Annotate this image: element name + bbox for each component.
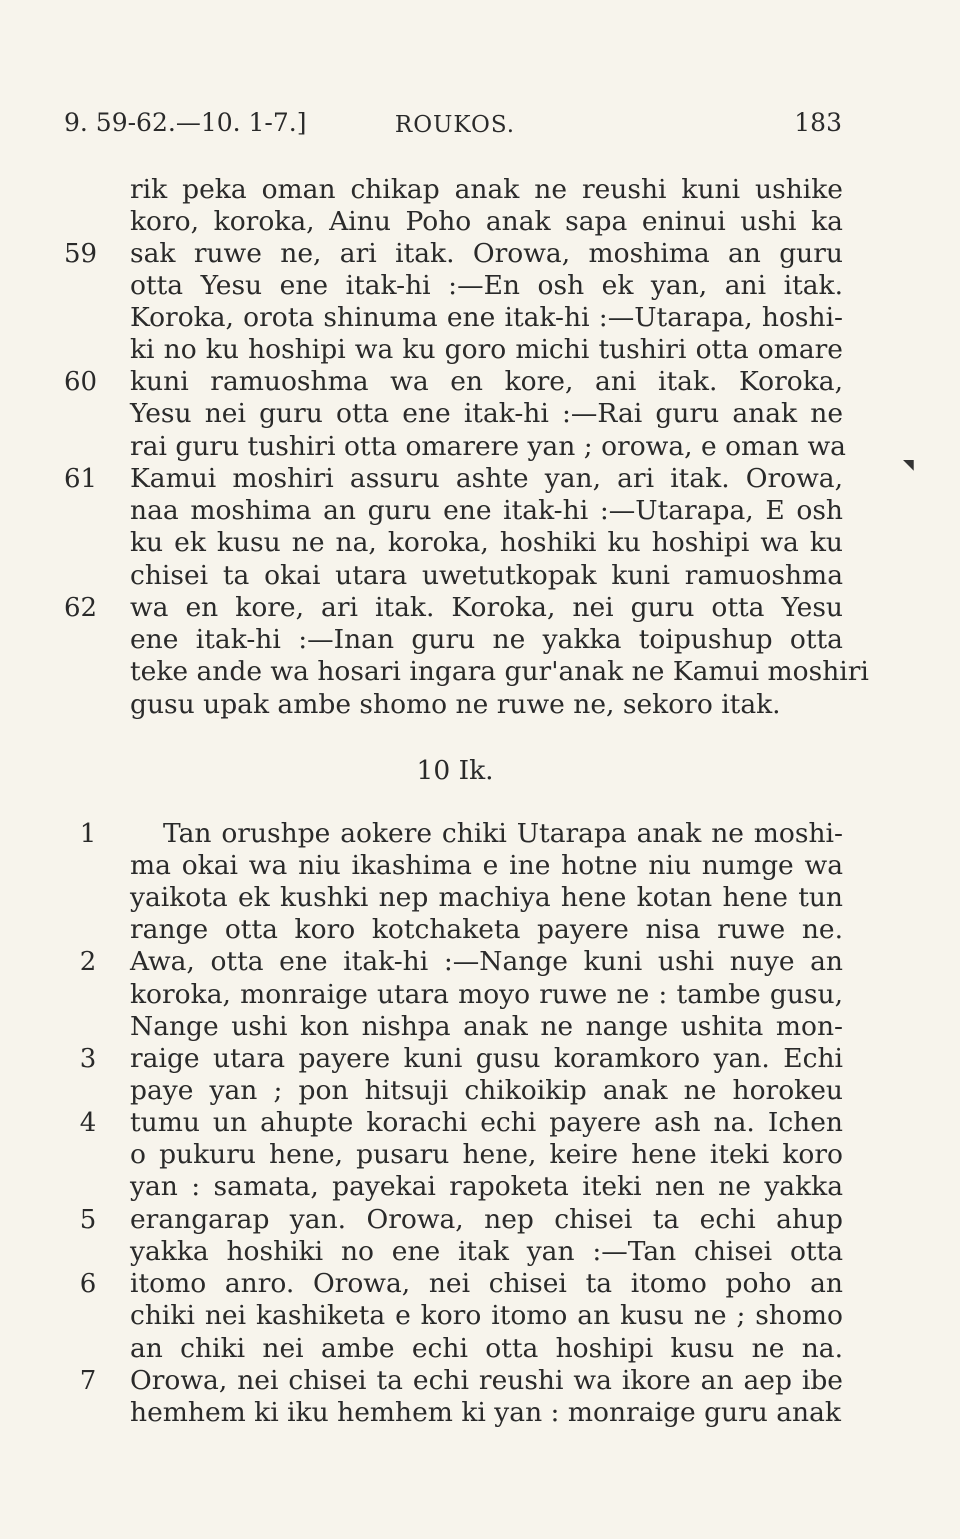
text-line: Nange ushi kon nishpa anak ne nange ushita mon- [130,1011,843,1042]
running-header [0,108,960,148]
text-line: erangarap yan. Orowa, nep chisei ta echi ahup [130,1204,843,1235]
verse-number: 4 [79,1108,97,1138]
text-line: Koroka, orota shinuma ene itak-hi :—Utarapa, hoshi- [130,302,843,333]
text-line: tumu un ahupte korachi echi payere ash na. Ichen [130,1107,843,1138]
text-line: rik peka oman chikap anak ne reushi kuni ushike [130,174,843,205]
text-line: itomo anro. Orowa, nei chisei ta itomo poho an [130,1268,843,1299]
text-line: wa en kore, ari itak. Koroka, nei guru otta Yesu [130,592,843,623]
text-line: yaikota ek kushki nep machiya hene kotan hene tun [130,882,843,913]
verse-number: 62 [64,593,98,623]
verse-number: 6 [79,1269,97,1299]
text-line: an chiki nei ambe echi otta hoshipi kusu ne na. [130,1333,843,1364]
text-line: yan : samata, payekai rapoketa iteki nen ne yakka [130,1171,843,1202]
text-line: yakka hoshiki no ene itak yan :—Tan chisei otta [130,1236,843,1267]
text-line: Yesu nei guru otta ene itak-hi :—Rai guru anak ne [130,398,843,429]
text-line: chisei ta okai utara uwetutkopak kuni ramuoshma [130,560,843,591]
verse-number: 5 [79,1205,97,1235]
verse-number: 7 [79,1366,97,1396]
text-line: chiki nei kashiketa e koro itomo an kusu ne ; shomo [130,1300,843,1331]
margin-mark-icon: ◥ [903,457,914,473]
verse-number: 61 [64,464,98,494]
header-verse-range: 9. 59-62.—10. 1-7.] [64,108,307,137]
verse-number: 60 [64,367,98,397]
text-line: otta Yesu ene itak-hi :—En osh ek yan, ani itak. [130,270,843,301]
text-line: range otta koro kotchaketa payere nisa ruwe ne. [130,914,843,945]
text-line: paye yan ; pon hitsuji chikoikip anak ne horokeu [130,1075,843,1106]
text-line: hemhem ki iku hemhem ki yan : monraige guru anak [130,1397,841,1428]
text-line: raige utara payere kuni gusu koramkoro yan. Echi [130,1043,843,1074]
text-line: Kamui moshiri assuru ashte yan, ari itak. Orowa, [130,463,843,494]
text-line: ki no ku hoshipi wa ku goro michi tushiri otta omare [130,334,843,365]
text-line: naa moshima an guru ene itak-hi :—Utarapa, E osh [130,495,843,526]
verse-number: 59 [64,239,98,269]
text-line: Awa, otta ene itak-hi :—Nange kuni ushi nuye an [130,946,843,977]
text-line: ene itak-hi :—Inan guru ne yakka toipushup otta [130,624,843,655]
chapter-heading: 10 Ik. [416,755,494,786]
text-line: Orowa, nei chisei ta echi reushi wa ikore an aep ibe [130,1365,843,1396]
verse-number: 3 [79,1044,97,1074]
text-line: Tan orushpe aokere chiki Utarapa anak ne moshi- [163,818,843,849]
header-book-title: ROUKOS. [394,112,516,138]
text-line: ku ek kusu ne na, koroka, hoshiki ku hoshipi wa ku [130,527,843,558]
verse-number: 2 [79,947,97,977]
text-line: rai guru tushiri otta omarere yan ; orowa, e oman wa [130,431,846,462]
verse-number: 1 [79,819,97,849]
text-line: gusu upak ambe shomo ne ruwe ne, sekoro itak. [130,689,781,720]
text-line: sak ruwe ne, ari itak. Orowa, moshima an guru [130,238,843,269]
text-line: teke ande wa hosari ingara gur'anak ne Kamui moshiri [130,656,869,687]
text-line: koro, koroka, Ainu Poho anak sapa eninui ushi ka [130,206,843,237]
page-number: 183 [794,108,842,137]
text-line: kuni ramuoshma wa en kore, ani itak. Koroka, [130,366,843,397]
text-line: ma okai wa niu ikashima e ine hotne niu numge wa [130,850,843,881]
text-line: koroka, monraige utara moyo ruwe ne : tambe gusu, [130,979,843,1010]
text-line: o pukuru hene, pusaru hene, keire hene iteki koro [130,1139,843,1170]
